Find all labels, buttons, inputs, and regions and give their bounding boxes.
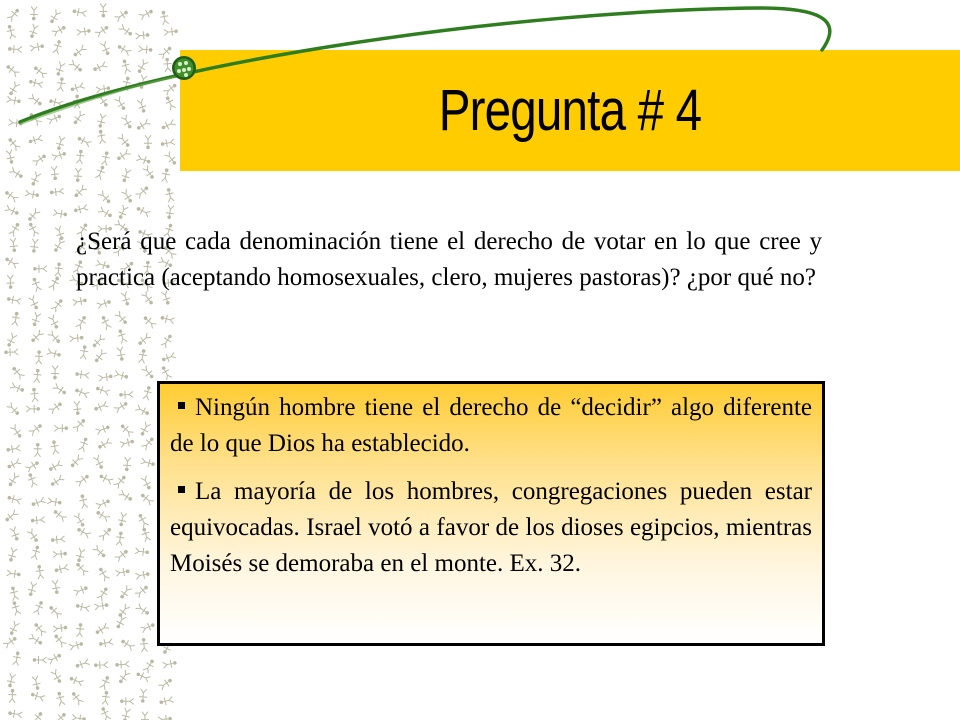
swoosh-decoration [0, 0, 960, 200]
answer-box [157, 381, 825, 646]
slide-title: Pregunta # 4 [438, 78, 702, 143]
answer-text: La mayoría de los hombres, congregaciones pueden estar equivocadas. Israel votó a favor de los dioses egipcios, mientras Moisés se demoraba en el monte. Ex. 32. [170, 478, 812, 577]
square-bullet-icon [178, 486, 185, 493]
answer-list [170, 390, 812, 582]
answer-item [170, 474, 812, 582]
question-text: ¿Será que cada denominación tiene el derecho de votar en lo que cree y practica (aceptando homosexuales, clero, mujeres pastoras)? ¿por qué no? [76, 228, 822, 291]
answer-text: Ningún hombre tiene el derecho de “decidir” algo diferente de lo que Dios ha establecido. [170, 394, 812, 457]
square-bullet-icon [178, 402, 185, 409]
answer-item [170, 390, 812, 462]
green-orb-icon [172, 56, 196, 80]
